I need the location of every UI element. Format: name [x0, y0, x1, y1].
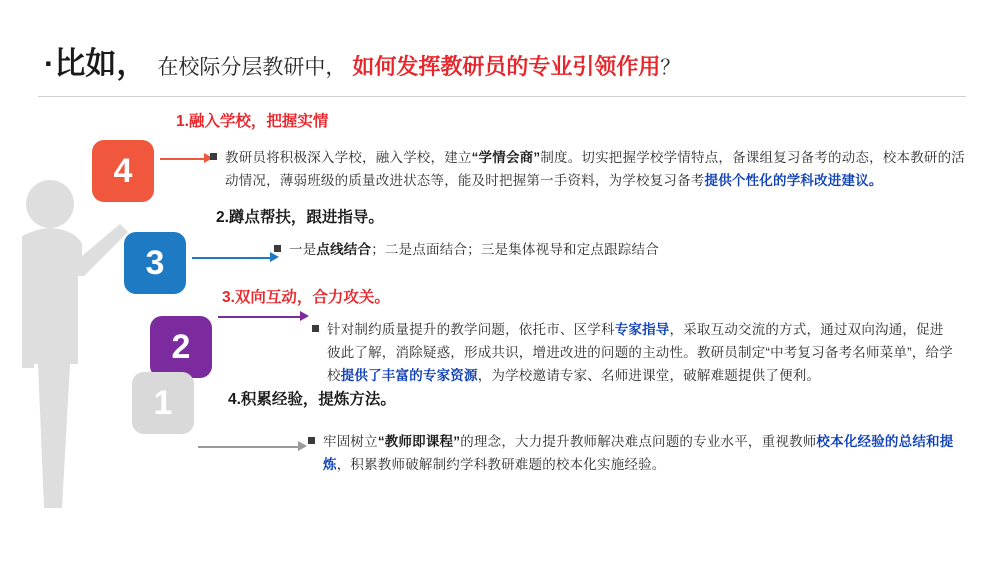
block-3-body — [312, 318, 957, 387]
block-3-text-1: 针对制约质量提升的教学问题，依托市、区学科 — [327, 322, 615, 337]
block-4-text-2: “教师即课程” — [377, 434, 461, 449]
block-2-text-1: 一是 — [289, 242, 317, 257]
block-1-text-3: 制度。切实把握学校学情特点，备课组复习备考的动态，校本教研的活动情况，薄弱班级的质量改进状态等，能及时把握第一手资料，为学校复习备考 — [225, 150, 966, 188]
presenter-silhouette-icon — [8, 178, 128, 508]
block-4-text-1: 牢固树立 — [323, 434, 378, 449]
block-1-text-2: “学情会商” — [471, 150, 541, 165]
title-divider — [38, 96, 966, 97]
content-block-4 — [228, 390, 973, 476]
block-1-heading: 1.融入学校，把握实情 — [176, 113, 329, 130]
block-4-heading: 4.积累经验，提炼方法。 — [228, 391, 396, 408]
block-1-text-1: 教研员将积极深入学校，融入学校，建立 — [225, 150, 472, 165]
block-1-body — [210, 146, 965, 192]
bullet-square-icon — [308, 437, 315, 444]
block-3-text-4: 提供了丰富的专家资源 — [340, 368, 478, 383]
block-2-text-3: ；二是点面结合；三是集体视导和定点跟踪结合 — [371, 242, 659, 257]
bullet-square-icon — [274, 245, 281, 252]
block-4-text-4: 校本化经验的总结和提炼 — [323, 434, 954, 472]
block-3-text-5: ，为学校邀请专家、名师进课堂，破解难题提供了便利。 — [477, 368, 821, 383]
title-highlight-text: 如何发挥教研员的专业引领作用 — [352, 54, 661, 79]
content-block-3 — [222, 288, 974, 387]
page-title — [44, 38, 964, 84]
block-4-body — [308, 430, 963, 476]
block-3-heading: 3.双向互动，合力攻关。 — [222, 289, 390, 306]
block-2-text-2: 点线结合 — [316, 242, 372, 257]
block-3-text-3: ，采取互动交流的方式，通过双向沟通，促进彼此了解，消除疑惑，形成共识，增进改进的问题的主动性。教研员制定“中考复习备考名师菜单”，给学校 — [327, 322, 953, 383]
content-block-1 — [176, 112, 966, 192]
tile-1: 1 — [132, 372, 194, 434]
title-question-mark: ？ — [660, 57, 681, 79]
block-2-heading: 2.蹲点帮扶，跟进指导。 — [216, 209, 384, 226]
block-4-text-3: 的理念，大力提升教师解决难点问题的专业水平，重视教师 — [460, 434, 817, 449]
bullet-square-icon — [312, 325, 319, 332]
block-1-text-4: 提供个性化的学科改进建议。 — [704, 173, 883, 188]
tile-2: 2 — [150, 316, 212, 378]
content-block-2 — [216, 208, 976, 261]
title-bullet: ·比如， — [44, 46, 148, 81]
block-2-body — [274, 238, 976, 261]
block-3-text-2: 专家指导 — [614, 322, 670, 337]
title-middle-text: 在校际分层教研中， — [157, 56, 347, 79]
tile-3: 3 — [124, 232, 186, 294]
tile-4: 4 — [92, 140, 154, 202]
bullet-square-icon — [210, 153, 217, 160]
block-4-text-5: ，积累教师破解制约学科教研难题的校本化实施经验。 — [336, 457, 666, 472]
